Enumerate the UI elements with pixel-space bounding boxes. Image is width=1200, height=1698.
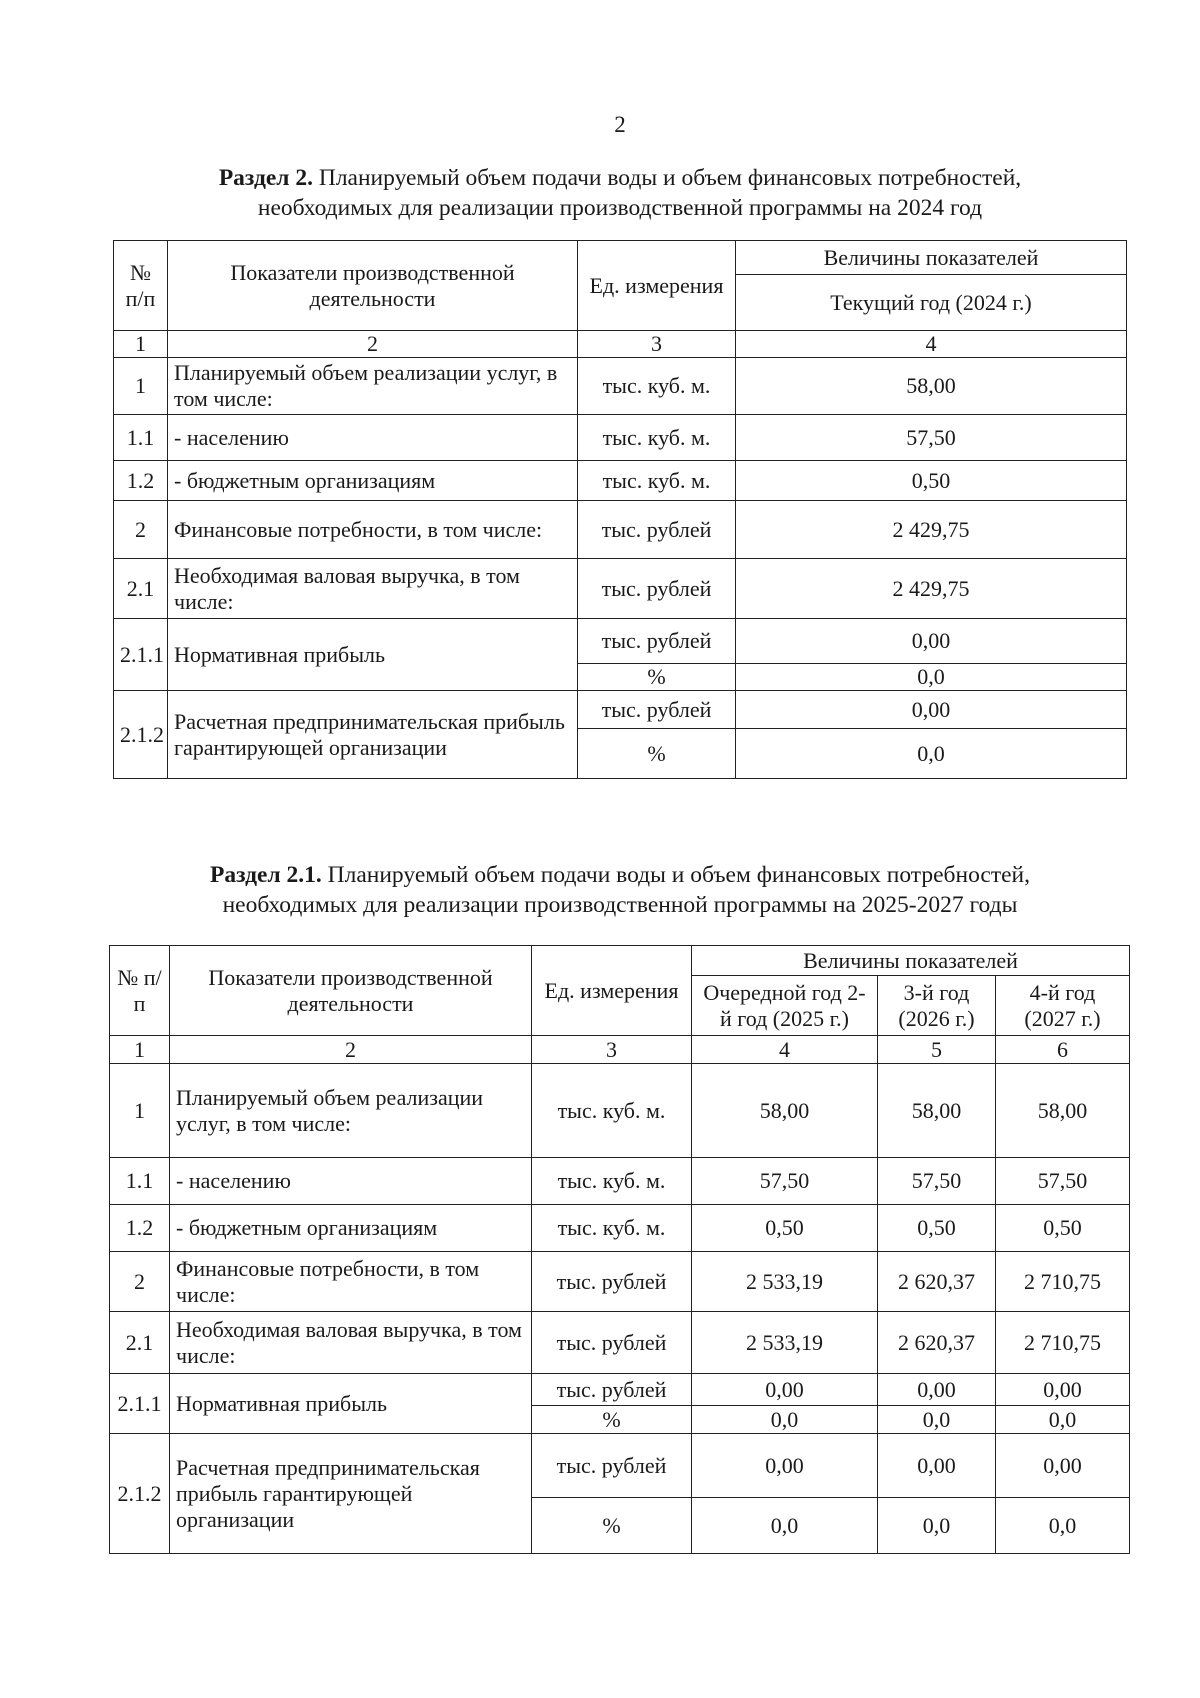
row-unit-percent: % (578, 729, 736, 779)
row-value-2025: 0,00 (692, 1434, 878, 1498)
column-number: 3 (578, 331, 736, 358)
section-2-1-title-line2: необходимых для реализации производственной программы на 2025-2027 годы (222, 892, 1018, 918)
row-value-2026: 58,00 (878, 1064, 996, 1158)
row-value: 0,00 (736, 619, 1127, 664)
row-value-2027: 0,50 (996, 1205, 1130, 1252)
header-num: № п/п (114, 241, 168, 331)
row-unit: тыс. рублей (532, 1374, 692, 1406)
row-number: 2 (110, 1252, 170, 1312)
row-unit: тыс. куб. м. (532, 1064, 692, 1158)
row-value-2026: 2 620,37 (878, 1252, 996, 1312)
header-indicator: Показатели производственной деятельности (168, 241, 578, 331)
section-2-1-heading (100, 860, 1140, 920)
row-unit: тыс. рублей (532, 1312, 692, 1374)
row-unit: тыс. рублей (578, 501, 736, 559)
table-row (114, 501, 1127, 559)
section-2-title-line1: Планируемый объем подачи воды и объем финансовых потребностей, (318, 165, 1022, 191)
row-value-2025: 2 533,19 (692, 1312, 878, 1374)
header-current-year: Текущий год (2024 г.) (736, 275, 1127, 331)
column-number: 2 (168, 331, 578, 358)
row-value-2025: 57,50 (692, 1158, 878, 1205)
row-value-2025: 58,00 (692, 1064, 878, 1158)
row-value-2027: 2 710,75 (996, 1252, 1130, 1312)
row-number: 2.1.2 (110, 1434, 170, 1554)
row-unit: тыс. рублей (578, 559, 736, 619)
row-indicator: Расчетная предпринимательская прибыль гарантирующей организации (168, 691, 578, 779)
table-row (114, 358, 1127, 415)
row-number: 2.1 (110, 1312, 170, 1374)
column-number: 4 (736, 331, 1127, 358)
section-2-title-line2: необходимых для реализации производственной программы на 2024 год (257, 195, 983, 221)
row-value-percent: 0,0 (736, 664, 1127, 691)
table-row (110, 1158, 1130, 1205)
row-number: 2.1.1 (114, 619, 168, 691)
table-row (110, 1374, 1130, 1406)
row-indicator: - населению (168, 415, 578, 461)
row-value-2025: 2 533,19 (692, 1252, 878, 1312)
row-indicator: Необходимая валовая выручка, в том числе: (170, 1312, 532, 1374)
row-value: 58,00 (736, 358, 1127, 415)
row-number: 2 (114, 501, 168, 559)
header-values: Величины показателей (692, 946, 1130, 976)
table-row (110, 1252, 1130, 1312)
row-value: 0,00 (736, 691, 1127, 729)
table-row (114, 619, 1127, 664)
section-2-1-title-line1: Планируемый объем подачи воды и объем финансовых потребностей, (327, 862, 1030, 888)
row-indicator: Нормативная прибыль (170, 1374, 532, 1434)
row-value-2026: 57,50 (878, 1158, 996, 1205)
row-value-percent-2025: 0,0 (692, 1406, 878, 1434)
row-number: 1 (114, 358, 168, 415)
header-year-2026: 3-й год (2026 г.) (878, 976, 996, 1036)
row-value-2025: 0,00 (692, 1374, 878, 1406)
column-number: 6 (996, 1036, 1130, 1064)
row-value: 2 429,75 (736, 559, 1127, 619)
row-number: 1.1 (110, 1158, 170, 1205)
row-value-2027: 0,00 (996, 1434, 1130, 1498)
header-indicator: Показатели производственной деятельности (170, 946, 532, 1036)
row-indicator: - бюджетным организациям (170, 1205, 532, 1252)
row-value-2027: 0,00 (996, 1374, 1130, 1406)
row-indicator: Расчетная предпринимательская прибыль гарантирующей организации (170, 1434, 532, 1554)
row-indicator: Нормативная прибыль (168, 619, 578, 691)
section-2-heading (100, 163, 1140, 223)
table-2025-2027 (109, 945, 1130, 1554)
row-indicator: Финансовые потребности, в том числе: (170, 1252, 532, 1312)
table-row (114, 461, 1127, 501)
table-row (110, 1205, 1130, 1252)
row-value-2027: 57,50 (996, 1158, 1130, 1205)
row-value-2026: 0,50 (878, 1205, 996, 1252)
row-indicator: Планируемый объем реализации услуг, в том числе: (170, 1064, 532, 1158)
table-row (114, 559, 1127, 619)
row-value-percent-2027: 0,0 (996, 1406, 1130, 1434)
row-value-2026: 0,00 (878, 1374, 996, 1406)
row-indicator: - населению (170, 1158, 532, 1205)
row-unit-percent: % (532, 1406, 692, 1434)
table-row (110, 1312, 1130, 1374)
header-num: № п/п (110, 946, 170, 1036)
row-value-percent-2026: 0,0 (878, 1498, 996, 1554)
row-unit: тыс. куб. м. (532, 1205, 692, 1252)
row-unit: тыс. куб. м. (578, 461, 736, 501)
row-value-percent-2025: 0,0 (692, 1498, 878, 1554)
section-2-label: Раздел 2. (218, 165, 313, 191)
row-unit: тыс. куб. м. (578, 415, 736, 461)
row-unit-percent: % (532, 1498, 692, 1554)
table-2024 (113, 240, 1127, 779)
row-value-percent: 0,0 (736, 729, 1127, 779)
row-value-2026: 2 620,37 (878, 1312, 996, 1374)
row-unit-percent: % (578, 664, 736, 691)
row-number: 2.1.1 (110, 1374, 170, 1434)
header-year-2025: Очередной год 2-й год (2025 г.) (692, 976, 878, 1036)
row-indicator: - бюджетным организациям (168, 461, 578, 501)
row-unit: тыс. куб. м. (532, 1158, 692, 1205)
column-number: 1 (110, 1036, 170, 1064)
row-number: 2.1.2 (114, 691, 168, 779)
column-number: 2 (170, 1036, 532, 1064)
section-2-1-label: Раздел 2.1. (210, 862, 322, 888)
row-value-percent-2027: 0,0 (996, 1498, 1130, 1554)
row-number: 2.1 (114, 559, 168, 619)
column-number: 4 (692, 1036, 878, 1064)
column-number: 3 (532, 1036, 692, 1064)
row-value: 2 429,75 (736, 501, 1127, 559)
row-unit: тыс. куб. м. (578, 358, 736, 415)
header-year-2027: 4-й год (2027 г.) (996, 976, 1130, 1036)
row-value-percent-2026: 0,0 (878, 1406, 996, 1434)
row-indicator: Необходимая валовая выручка, в том числе: (168, 559, 578, 619)
row-value: 0,50 (736, 461, 1127, 501)
table-row (110, 1064, 1130, 1158)
row-value: 57,50 (736, 415, 1127, 461)
row-value-2026: 0,00 (878, 1434, 996, 1498)
header-unit: Ед. измерения (532, 946, 692, 1036)
row-number: 1.1 (114, 415, 168, 461)
column-number: 1 (114, 331, 168, 358)
row-number: 1.2 (114, 461, 168, 501)
table-row (114, 415, 1127, 461)
row-unit: тыс. рублей (578, 619, 736, 664)
row-indicator: Финансовые потребности, в том числе: (168, 501, 578, 559)
header-values: Величины показателей (736, 241, 1127, 275)
row-unit: тыс. рублей (532, 1252, 692, 1312)
row-indicator: Планируемый объем реализации услуг, в том числе: (168, 358, 578, 415)
column-number: 5 (878, 1036, 996, 1064)
header-unit: Ед. измерения (578, 241, 736, 331)
row-number: 1 (110, 1064, 170, 1158)
row-value-2027: 2 710,75 (996, 1312, 1130, 1374)
row-unit: тыс. рублей (578, 691, 736, 729)
table-row (114, 691, 1127, 729)
row-value-2027: 58,00 (996, 1064, 1130, 1158)
page-number: 2 (614, 112, 626, 137)
table-row (110, 1434, 1130, 1498)
row-value-2025: 0,50 (692, 1205, 878, 1252)
row-unit: тыс. рублей (532, 1434, 692, 1498)
row-number: 1.2 (110, 1205, 170, 1252)
